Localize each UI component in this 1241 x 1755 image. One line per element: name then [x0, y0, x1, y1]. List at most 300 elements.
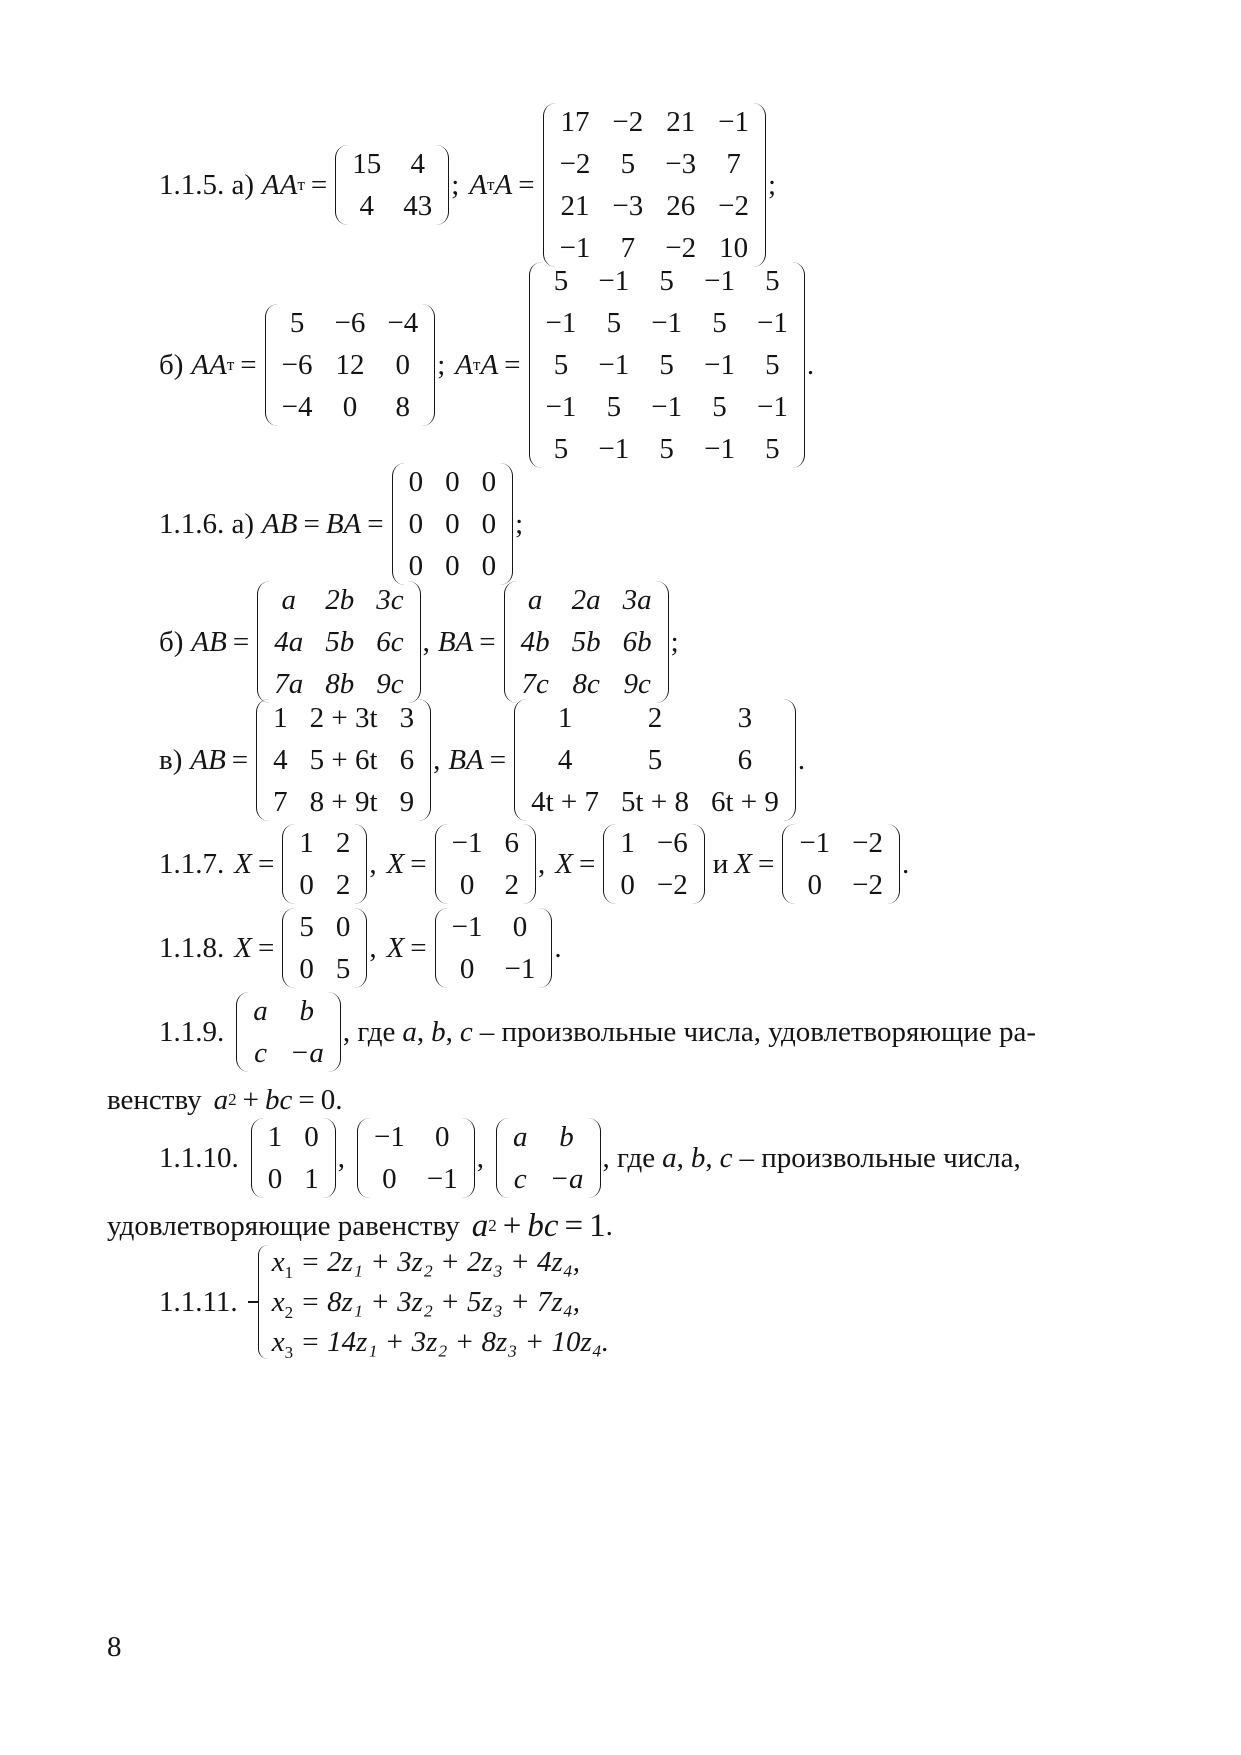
matrix-cell: 5	[606, 307, 622, 339]
matrix-cell: −6	[334, 307, 366, 339]
matrix	[514, 699, 796, 821]
answer-1-1-5-b: б) A A т = 5 −6 −4 −6 12 0 −4 0 8 ; A т A = 5 −1 5 −1 5 −1 5 −1 5 −1 5 −1 5 −1 5 −1 5 −1 5 −1 5 −1 5 −1 5 .	[159, 270, 814, 460]
right-paren	[417, 699, 431, 821]
matrix-cell: −1	[651, 307, 683, 339]
left-paren	[435, 824, 449, 904]
period: .	[902, 847, 910, 880]
matrix-cell: 5	[765, 349, 780, 381]
symbol-c: c	[459, 1015, 473, 1048]
left-paren	[335, 145, 349, 225]
matrix-cell: 5b	[571, 626, 601, 658]
answer-1-1-10	[159, 1120, 1021, 1196]
symbol-a: a	[213, 1083, 229, 1116]
right-paren	[782, 699, 796, 821]
left-paren	[504, 581, 518, 703]
matrix	[236, 992, 341, 1072]
answer-1-1-5-a: 1.1.5. а) A A т = 15 4 4 43 ; A т A = 17 −2 21 −1 −2 5 −3 7 21 −3 26 −2 −1 7 −2 10 ;	[159, 110, 776, 260]
period: .	[554, 931, 562, 964]
matrix-cell: 10	[719, 232, 749, 264]
matrix-cell: 1	[299, 827, 314, 859]
matrix-cell: 0	[408, 508, 424, 540]
symbol-x: X	[234, 847, 252, 880]
left-paren	[282, 908, 296, 988]
right-paren	[353, 908, 367, 988]
matrix-cell: −a	[549, 1163, 584, 1195]
matrix-cell: 0	[382, 1163, 397, 1195]
matrix-cell: 0	[512, 911, 528, 943]
left-paren	[282, 824, 296, 904]
answer-text: , где	[602, 1141, 656, 1174]
right-paren	[421, 304, 435, 426]
matrix-cell: 6	[504, 827, 520, 859]
matrix-cell: −4	[281, 391, 313, 423]
comma: ,	[705, 1141, 713, 1174]
answer-text: , где	[342, 1015, 396, 1048]
matrix-cell: 0	[299, 953, 314, 985]
left-paren	[357, 1118, 371, 1198]
one: 1	[589, 1207, 606, 1244]
answer-label: 1.1.7.	[159, 847, 225, 880]
equation-rhs: = 8z₁ + 3z₂ + 5z₃ + 7z₄,	[300, 1286, 581, 1318]
matrix	[335, 145, 449, 225]
matrix-cell: 6c	[376, 626, 404, 658]
matrix-cell: 4t + 7	[531, 786, 600, 818]
symbol-bc: bc	[527, 1207, 559, 1244]
matrix-cell: 0	[445, 508, 460, 540]
answer-1-1-8	[159, 910, 562, 986]
matrix-cell: 3	[737, 702, 753, 734]
matrix-cell: −3	[665, 148, 697, 180]
right-paren	[655, 581, 669, 703]
matrix-cell: c	[513, 1163, 527, 1195]
answer-text: удовлетворяющие равенству	[107, 1209, 460, 1242]
symbol-a: a	[662, 1141, 677, 1174]
matrix-cell: 0	[335, 911, 351, 943]
comma: ,	[369, 847, 377, 880]
symbol-a: a	[471, 1207, 489, 1244]
matrix-cell: 1	[267, 1121, 283, 1153]
matrix-cell: 5	[553, 265, 569, 297]
matrix-cell: 3a	[622, 584, 652, 616]
symbol-c: c	[719, 1141, 733, 1174]
answer-label: б)	[159, 348, 184, 381]
symbol-x: X	[234, 931, 252, 964]
equals-sign: =	[367, 507, 384, 540]
matrix	[282, 908, 367, 988]
matrix-cell: 5	[659, 433, 674, 465]
equals-sign: =	[410, 931, 427, 964]
matrix-cell: 7c	[521, 668, 549, 700]
matrix-cell: 7	[273, 786, 288, 818]
matrix-cell: 6b	[622, 626, 652, 658]
matrix	[435, 824, 536, 904]
answer-label: 1.1.6. а)	[159, 507, 255, 540]
matrix-cell: 4	[273, 744, 288, 776]
left-paren	[236, 992, 250, 1072]
matrix-cell: −1	[756, 391, 788, 423]
equation-rhs: = 2z₁ + 3z₂ + 2z₃ + 4z₄,	[300, 1246, 581, 1278]
matrix	[265, 304, 436, 426]
equals-sign: =	[257, 847, 275, 880]
comma: ,	[416, 1015, 425, 1048]
matrix-cell: 9c	[376, 668, 404, 700]
left-paren	[435, 908, 449, 988]
matrix-cell: 0	[481, 466, 497, 498]
period: .	[806, 348, 815, 381]
matrix-cell: 1	[273, 702, 288, 734]
symbol-x: X	[386, 931, 405, 964]
matrix-cell: 0	[481, 550, 497, 582]
matrix	[282, 824, 367, 904]
left-paren	[265, 304, 279, 426]
right-paren	[538, 908, 552, 988]
symbol-a: A	[494, 168, 513, 201]
symbol-a: A	[469, 168, 488, 201]
matrix-cell: −1	[426, 1163, 458, 1195]
symbol-ba: BA	[437, 625, 474, 658]
matrix-cell: 17	[560, 106, 590, 138]
symbol-a: A	[455, 348, 474, 381]
left-paren	[782, 824, 796, 904]
matrix-cell: 5	[299, 911, 314, 943]
comma: ,	[445, 1015, 453, 1048]
matrix-cell: 5	[606, 391, 622, 423]
matrix-cell: a	[512, 1121, 528, 1153]
period: .	[605, 1209, 613, 1242]
matrix-cell: 9c	[623, 668, 651, 700]
matrix-cell: 5	[289, 307, 305, 339]
equals-sign: =	[489, 743, 507, 776]
matrix-cell: 0	[342, 391, 358, 423]
matrix-cell: 5	[553, 433, 569, 465]
matrix-cell: −1	[451, 827, 483, 859]
right-paren	[499, 463, 513, 585]
matrix-cell: −6	[656, 827, 688, 859]
system-line	[271, 1246, 609, 1282]
symbol-a: A	[191, 348, 210, 381]
matrix-cell: 0	[395, 349, 411, 381]
matrix-cell: 4b	[520, 626, 550, 658]
matrix-cell: 5	[335, 953, 351, 985]
answer-label: 1.1.11.	[159, 1285, 238, 1318]
matrix-cell: −4	[387, 307, 419, 339]
matrix-cell: 5	[553, 349, 569, 381]
matrix-cell: 1	[557, 702, 573, 734]
equals-sign: =	[504, 348, 521, 381]
equals-sign: =	[257, 931, 275, 964]
matrix	[782, 824, 900, 904]
matrix	[256, 699, 431, 821]
matrix-cell: −1	[545, 391, 577, 423]
equals-sign: =	[564, 1207, 584, 1244]
matrix	[504, 581, 669, 703]
left-paren	[251, 1118, 265, 1198]
matrix-cell: 2	[647, 702, 663, 734]
equals-sign: =	[410, 847, 427, 880]
symbol-b: b	[690, 1141, 706, 1174]
matrix-cell: −1	[704, 433, 735, 465]
matrix-cell: 43	[403, 190, 433, 222]
curly-brace	[248, 1245, 268, 1359]
answer-label: 1.1.8.	[159, 931, 225, 964]
answer-label: 1.1.5. а)	[159, 168, 255, 201]
matrix	[435, 908, 553, 988]
comma: ,	[538, 847, 546, 880]
comma: ,	[433, 743, 441, 776]
equals-sign: =	[479, 625, 496, 658]
matrix-cell: −2	[665, 232, 697, 264]
answer-text: – произвольные числа,	[739, 1141, 1021, 1174]
matrix-cell: 5	[765, 265, 780, 297]
system-line	[271, 1326, 610, 1362]
equals-sign: =	[240, 348, 257, 381]
matrix-cell: −1	[756, 307, 788, 339]
matrix-cell: 0	[445, 550, 460, 582]
matrix-cell: 1	[620, 827, 635, 859]
matrix-cell: 5b	[325, 626, 355, 658]
right-paren	[353, 824, 367, 904]
system-line	[271, 1286, 609, 1322]
matrix-cell: −1	[374, 1121, 405, 1153]
answer-1-1-11	[159, 1244, 609, 1360]
symbol-x: X	[386, 847, 405, 880]
equation-system	[248, 1245, 610, 1362]
matrix-cell: −1	[559, 232, 591, 264]
symbol-x: X	[734, 847, 752, 880]
matrix-cell: 0	[435, 1121, 450, 1153]
left-paren	[257, 581, 271, 703]
zero: 0	[320, 1083, 336, 1116]
matrix-cell: a	[281, 584, 296, 616]
right-paren	[587, 1118, 601, 1198]
left-paren	[543, 103, 557, 267]
matrix	[357, 1118, 475, 1198]
matrix-cell: c	[254, 1037, 267, 1069]
matrix	[251, 1118, 336, 1198]
symbol-a: a	[402, 1015, 417, 1048]
matrix-cell: 15	[352, 148, 382, 180]
matrix-cell: 26	[666, 190, 696, 222]
matrix	[543, 103, 766, 267]
matrix-cell: b	[559, 1121, 574, 1153]
answer-label: 1.1.9.	[159, 1015, 225, 1048]
symbol-bc: bc	[265, 1083, 293, 1116]
matrix-cell: 7a	[274, 668, 304, 700]
symbol-ab: AB	[190, 743, 226, 776]
symbol-ab: AB	[262, 507, 298, 540]
matrix-cell: 4	[557, 744, 573, 776]
symbol-x: X	[555, 847, 573, 880]
right-paren	[461, 1118, 475, 1198]
matrix-cell: 2	[504, 869, 520, 901]
matrix-cell: 3c	[376, 584, 404, 616]
matrix-cell: 5	[659, 349, 674, 381]
equals-sign: =	[518, 168, 535, 201]
matrix-cell: 2 + 3t	[309, 702, 378, 734]
matrix-cell: −2	[559, 148, 591, 180]
answer-1-1-9-continued: венству a 2 + bc = 0 .	[107, 1083, 343, 1116]
answer-1-1-7	[159, 826, 909, 902]
matrix-cell: −2	[612, 106, 644, 138]
left-paren	[514, 699, 528, 821]
matrix-cell: 0	[459, 953, 475, 985]
semicolon: ;	[451, 168, 460, 201]
equals-sign: =	[757, 847, 775, 880]
right-paren	[522, 824, 536, 904]
matrix-cell: 4	[359, 190, 375, 222]
matrix-cell: 2	[335, 869, 351, 901]
matrix-cell: −a	[289, 1037, 324, 1069]
matrix	[392, 463, 514, 585]
matrix-cell: −1	[799, 827, 831, 859]
right-paren	[435, 145, 449, 225]
answer-label: в)	[159, 743, 183, 776]
matrix-cell: 6t + 9	[710, 786, 779, 818]
symbol-ba: BA	[325, 507, 362, 540]
matrix-cell: 5t + 8	[621, 786, 689, 818]
matrix-cell: 5	[712, 391, 727, 423]
semicolon: ;	[670, 625, 679, 658]
matrix-cell: 5	[620, 148, 636, 180]
subscript: 2	[284, 1303, 294, 1322]
matrix-cell: −1	[545, 307, 577, 339]
matrix-cell: 0	[299, 869, 314, 901]
matrix-cell: 8c	[572, 668, 600, 700]
comma: ,	[676, 1141, 684, 1174]
comma: ,	[422, 625, 430, 658]
answer-1-1-6-a	[159, 468, 523, 580]
equals-sign: =	[232, 625, 250, 658]
semicolon: ;	[437, 348, 446, 381]
matrix-cell: 0	[408, 550, 424, 582]
symbol-ba: BA	[448, 743, 484, 776]
matrix-cell: 6	[737, 744, 753, 776]
equals-sign: =	[303, 507, 320, 540]
comma: ,	[337, 1141, 345, 1174]
matrix-cell: −2	[718, 190, 749, 222]
matrix-cell: 9	[399, 786, 415, 818]
equation-rhs: = 14z₁ + 3z₂ + 8z₃ + 10z₄.	[300, 1326, 610, 1358]
symbol-a: A	[209, 348, 227, 381]
matrix-cell: −2	[656, 869, 688, 901]
matrix-cell: −1	[451, 911, 483, 943]
variable-x: x	[271, 1286, 285, 1318]
matrix-cell: 8 + 9t	[309, 786, 378, 818]
plus-sign: +	[242, 1083, 260, 1116]
matrix-cell: 1	[304, 1163, 319, 1195]
matrix-cell: 0	[408, 466, 424, 498]
matrix-cell: −1	[598, 433, 630, 465]
matrix-cell: −1	[718, 106, 749, 138]
matrix-cell: 6	[399, 744, 415, 776]
left-paren	[529, 262, 543, 468]
right-paren	[691, 824, 705, 904]
answer-text: венству	[107, 1083, 202, 1116]
matrix-cell: 2a	[571, 584, 601, 616]
answer-1-1-9	[159, 994, 1036, 1070]
matrix-cell: 8	[395, 391, 411, 423]
left-paren	[256, 699, 270, 821]
symbol-a: A	[262, 168, 280, 201]
equals-sign: =	[578, 847, 596, 880]
matrix-cell: 7	[620, 232, 636, 264]
matrix-cell: 4	[410, 148, 426, 180]
matrix-cell: a	[527, 584, 543, 616]
comma: ,	[369, 931, 377, 964]
equals-sign: =	[298, 1083, 315, 1116]
equals-sign: =	[310, 168, 328, 201]
matrix-cell: −1	[704, 349, 735, 381]
variable-x: x	[271, 1246, 285, 1278]
matrix-cell: 0	[807, 869, 822, 901]
matrix-cell: −3	[612, 190, 644, 222]
right-paren	[886, 824, 900, 904]
symbol-ab: AB	[191, 625, 227, 658]
matrix	[257, 581, 420, 703]
subscript: 1	[284, 1263, 294, 1282]
matrix-cell: b	[299, 995, 315, 1027]
matrix-cell: −1	[704, 265, 735, 297]
matrix-cell: −2	[852, 827, 884, 859]
answer-label: 1.1.10.	[159, 1141, 239, 1174]
matrix-cell: a	[253, 995, 268, 1027]
answer-1-1-10-continued: удовлетворяющие равенству a 2 + bc = 1 .	[107, 1207, 613, 1244]
matrix-cell: −1	[598, 349, 630, 381]
semicolon: ;	[515, 507, 524, 540]
matrix	[603, 824, 704, 904]
equals-sign: =	[231, 743, 249, 776]
matrix-cell: 2	[335, 827, 351, 859]
left-paren	[392, 463, 406, 585]
matrix-cell: 0	[304, 1121, 319, 1153]
matrix-cell: −1	[651, 391, 683, 423]
comma: ,	[476, 1141, 484, 1174]
matrix-cell: 0	[620, 869, 635, 901]
right-paren	[327, 992, 341, 1072]
matrix-cell: −1	[504, 953, 536, 985]
answer-1-1-6-b	[159, 586, 679, 698]
matrix-cell: 21	[560, 190, 590, 222]
period: .	[797, 743, 806, 776]
right-paren	[752, 103, 766, 267]
conjunction-text: и	[712, 847, 729, 880]
matrix-cell: 5	[647, 744, 663, 776]
matrix-cell: 8b	[325, 668, 355, 700]
subscript: 3	[284, 1343, 294, 1362]
right-paren	[791, 262, 805, 468]
left-paren	[496, 1118, 510, 1198]
matrix-cell: 0	[459, 869, 475, 901]
matrix-cell: 4a	[274, 626, 304, 658]
period: .	[335, 1083, 343, 1116]
matrix-cell: −2	[852, 869, 884, 901]
matrix-cell: 2b	[325, 584, 355, 616]
matrix-cell: 5	[659, 265, 674, 297]
matrix-cell: 5 + 6t	[309, 744, 378, 776]
right-paren	[322, 1118, 336, 1198]
matrix	[496, 1118, 601, 1198]
answer-label: б)	[159, 625, 184, 658]
variable-x: x	[271, 1326, 285, 1358]
page-number: 8	[107, 1631, 122, 1663]
symbol-a: A	[480, 348, 499, 381]
matrix-cell: 7	[726, 148, 741, 180]
matrix-cell: 5	[765, 433, 780, 465]
symbol-b: b	[431, 1015, 446, 1048]
right-paren	[407, 581, 421, 703]
matrix-cell: 0	[267, 1163, 283, 1195]
matrix-cell: 21	[666, 106, 696, 138]
